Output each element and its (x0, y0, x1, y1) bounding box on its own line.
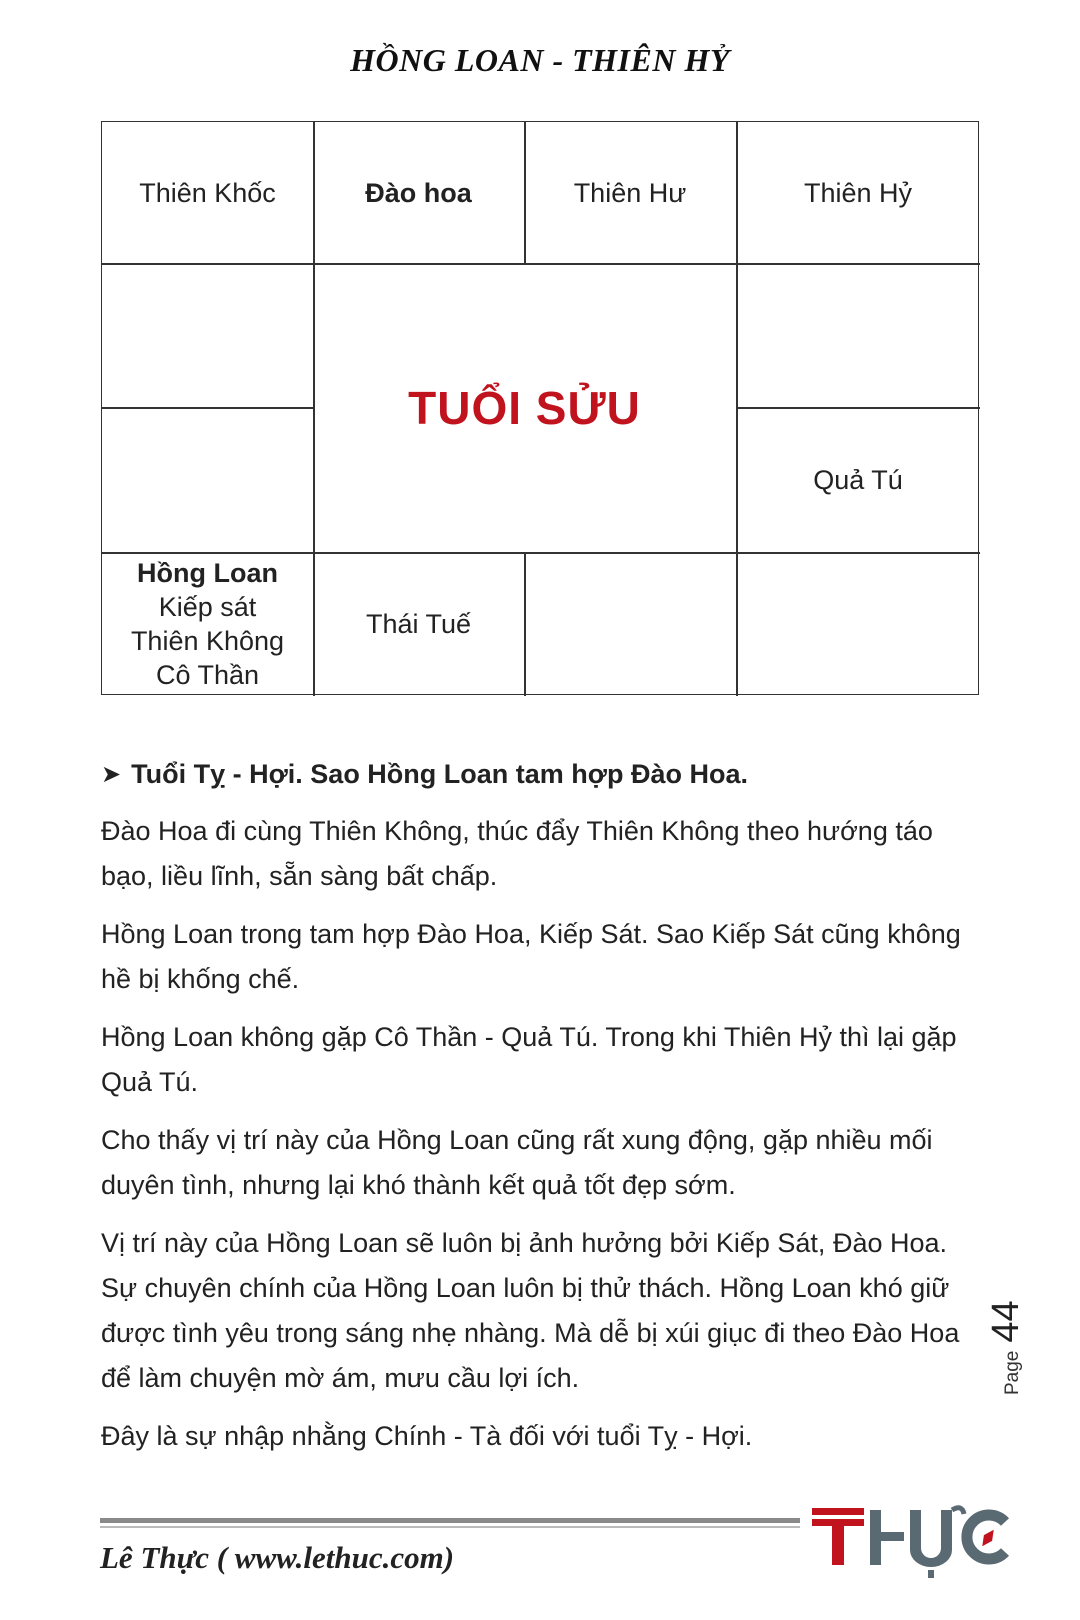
paragraph: Cho thấy vị trí này của Hồng Loan cũng rất xung động, gặp nhiều mối duyên tình, nhưng lại khó thành kết quả tốt đẹp sớm. (101, 1125, 933, 1200)
cell-label-kiep-sat: Kiếp sát (158, 592, 257, 622)
cell-label: Đào hoa (365, 177, 472, 208)
cell-dao-hoa (313, 122, 524, 263)
page-title: HỒNG LOAN - THIÊN HỶ (350, 42, 730, 78)
cell-label: Thiên Khốc (139, 177, 276, 208)
cell-label: Thiên Hư (573, 177, 687, 208)
section-heading (101, 752, 981, 797)
body-text (101, 752, 981, 1472)
cell-label-co-than: Cô Thần (155, 660, 260, 690)
page-number (985, 1295, 1045, 1395)
horoscope-chart (101, 121, 979, 695)
cell-label: Quả Tú (813, 464, 903, 495)
grid-line (524, 552, 526, 696)
center-title: TUỔI SỬU (408, 381, 641, 434)
chart-center (313, 263, 736, 552)
cell-hong-loan-group (102, 552, 313, 696)
cell-label: Thái Tuế (365, 609, 472, 639)
paragraph: Vị trí này của Hồng Loan sẽ luôn bị ảnh hưởng bởi Kiếp Sát, Đào Hoa. Sự chuyên chính của Hồng Loan luôn bị thử thách. Hồng Loan khó giữ được tình yêu trong sáng nhẹ nhàng. Mà dễ bị xúi giục đi theo Đào Hoa để làm chuyện mờ ám, mưu cầu lợi ích. (101, 1228, 960, 1393)
arrow-bullet-icon: ➤ (101, 761, 122, 788)
cell-label: Thiên Hỷ (803, 177, 913, 208)
paragraph: Đây là sự nhập nhằng Chính - Tà đối với tuổi Tỵ - Hợi. (101, 1421, 753, 1451)
cell-thien-hu (524, 122, 736, 263)
cell-qua-tu (736, 407, 980, 552)
footer-author: Lê Thực ( www.lethuc.com) (100, 1540, 455, 1575)
cell-thien-hy (736, 122, 980, 263)
page-label: Page (1002, 1350, 1023, 1395)
page-value: 44 (985, 1300, 1027, 1343)
section-heading-text: Tuổi Tỵ - Hợi. Sao Hồng Loan tam hợp Đào Hoa. (131, 759, 748, 789)
cell-label-hong-loan: Hồng Loan (137, 558, 278, 588)
paragraph: Hồng Loan trong tam hợp Đào Hoa, Kiếp Sát. Sao Kiếp Sát cũng không hề bị khống chế. (101, 919, 961, 994)
thuc-logo-icon (810, 1500, 1010, 1580)
cell-thai-tue (313, 552, 524, 696)
footer-divider (100, 1518, 800, 1523)
footer-divider (100, 1526, 800, 1528)
grid-line (102, 407, 314, 409)
cell-thien-khoc (102, 122, 313, 263)
paragraph: Đào Hoa đi cùng Thiên Không, thúc đẩy Thiên Không theo hướng táo bạo, liều lĩnh, sẵn sàng bất chấp. (101, 816, 933, 891)
cell-label-thien-khong: Thiên Không (130, 626, 285, 656)
paragraph: Hồng Loan không gặp Cô Thần - Quả Tú. Trong khi Thiên Hỷ thì lại gặp Quả Tú. (101, 1022, 957, 1097)
